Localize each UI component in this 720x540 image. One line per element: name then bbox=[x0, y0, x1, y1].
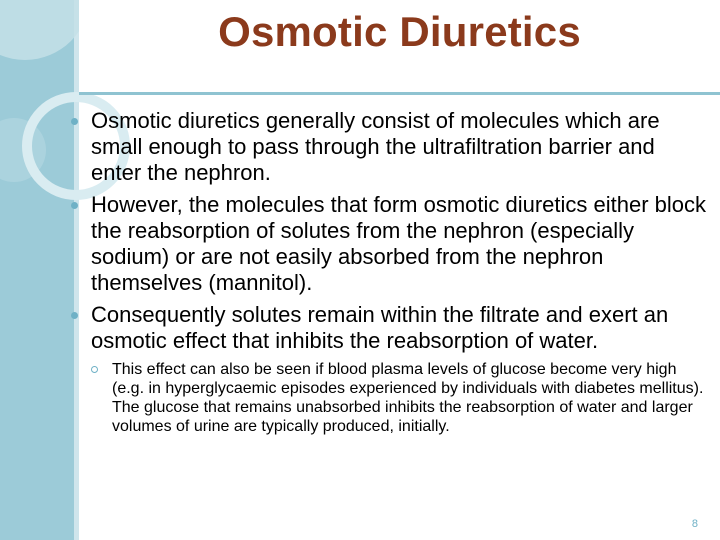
left-decorative-band bbox=[0, 0, 78, 540]
title-divider bbox=[79, 92, 720, 95]
sub-bullet-ring-icon bbox=[91, 366, 98, 373]
bullet-text: Consequently solutes remain within the filtrate and exert an osmotic effect that inhibits the reabsorption of water. bbox=[91, 302, 669, 353]
page-number: 8 bbox=[691, 518, 698, 530]
bullet-item bbox=[71, 108, 711, 186]
bullet-item bbox=[71, 192, 711, 296]
slide-title: Osmotic Diuretics bbox=[218, 8, 581, 55]
bullet-text: Osmotic diuretics generally consist of molecules which are small enough to pass through the ultrafiltration barrier and enter the nephron. bbox=[91, 108, 660, 185]
sub-bullet-text: This effect can also be seen if blood plasma levels of glucose become very high (e.g. in hyperglycaemic episodes experienced by individuals with diabetes mellitus). The glucose that remains unabsorbed inhibits the reabsorption of water and larger volumes of urine are typically produced, initially. bbox=[112, 361, 704, 435]
bullet-dot-icon bbox=[71, 202, 78, 209]
title-area bbox=[79, 0, 720, 92]
bullet-item bbox=[71, 302, 711, 354]
bullet-text: However, the molecules that form osmotic diuretics either block the reabsorption of solutes from the nephron (especially sodium) or are not easily absorbed from the nephron themselves (mannitol). bbox=[91, 192, 707, 295]
bullet-dot-icon bbox=[71, 312, 78, 319]
slide-content bbox=[71, 108, 711, 436]
sub-bullet-item bbox=[91, 360, 711, 436]
bullet-dot-icon bbox=[71, 118, 78, 125]
